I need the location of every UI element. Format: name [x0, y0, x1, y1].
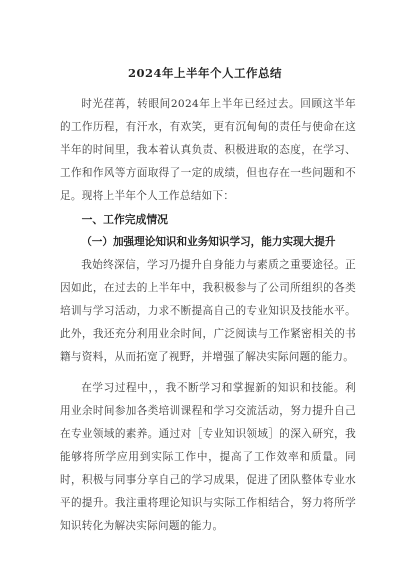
document-title: 2024年上半年个人工作总结	[127, 66, 282, 80]
body-paragraph: 我始终深信，学习乃提升自身能力与素质之重要途径。正因如此，在过去的上半年中，我积极参与了公司所组织的各类培训与学习活动，力求不断提高自己的专业知识及技能水平。此外，我还充分利用业余时间，广泛阅读与工作紧密相关的书籍与资料，从而拓宽了视野，并增强了解决实际问题的能力。	[60, 259, 356, 363]
subsection-heading: （一）加强理论知识和业务知识学习，能力实现大提升	[81, 236, 336, 248]
body-paragraph: 在学习过程中，，我不断学习和掌握新的知识和技能。利用业余时间参加各类培训课程和学习交流活动，努力提升自己在专业领域的素养。通过对［专业知识领域］的深入研究，我能够将所学应用到实际工作中，提高了工作效率和质量。同时，积极与同事分享自己的学习成果，促进了团队整体专业水平的提升。我注重将理论知识与实际工作相结合，努力将所学知识转化为解决实际问题的能力。	[60, 382, 356, 532]
section-heading: 一、工作完成情况	[81, 213, 168, 226]
intro-paragraph: 时光荏苒，转眼间2024年上半年已经过去。回顾这半年的工作历程，有汗水，有欢笑，更有沉甸甸的责任与使命在这半年的时间里，我本着认真负责、积极进取的态度，在学习、工作和作风等方面取得了一定的成绩，但也存在一些问题和不足。现将上半年个人工作总结如下：	[60, 98, 356, 202]
